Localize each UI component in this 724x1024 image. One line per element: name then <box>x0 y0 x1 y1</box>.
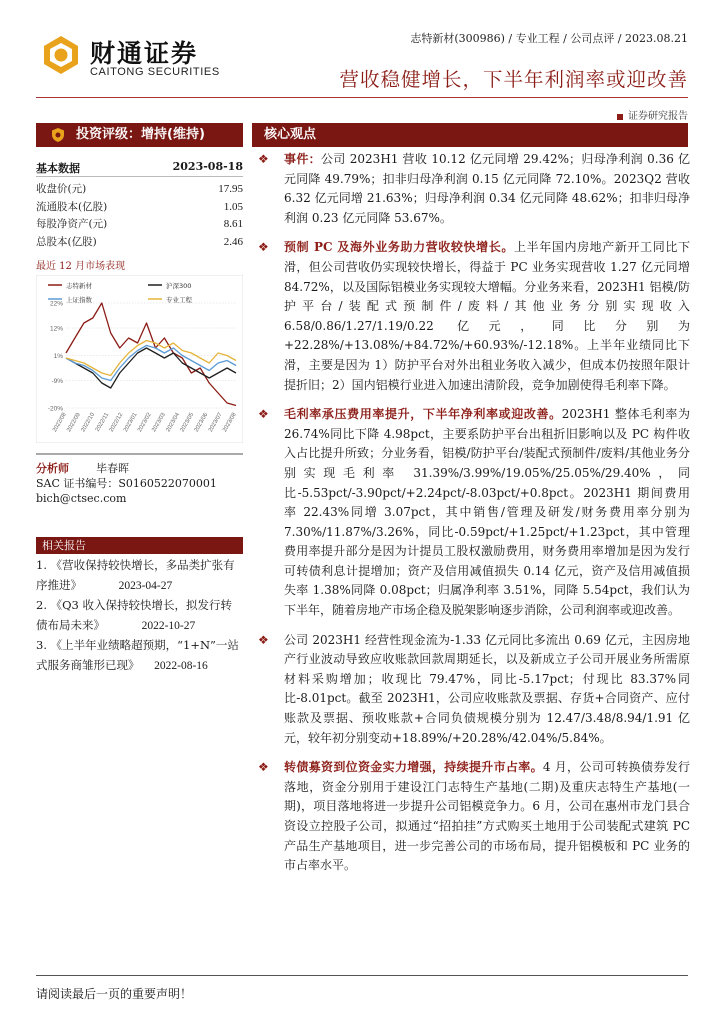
related-report-date: 2022-08-16 <box>154 659 208 672</box>
paragraph-lead: 毛利率承压费用率提升，下半年净利率或迎改善。 <box>284 407 562 422</box>
related-report-item[interactable] <box>36 556 243 596</box>
x-tick-label: 2023/07 <box>207 412 224 434</box>
x-tick-label: 2023/04 <box>165 412 182 434</box>
paragraph-lead: 事件： <box>284 152 321 166</box>
basic-data-date: 2023-08-18 <box>172 160 243 173</box>
data-key: 收盘价(元) <box>36 183 87 195</box>
footer-disclaimer: 请阅读最后一页的重要声明！ <box>36 987 193 1001</box>
x-tick-label: 2023/01 <box>122 412 139 434</box>
diamond-bullet-icon: ❖ <box>258 760 269 775</box>
header-divider <box>36 97 688 98</box>
x-tick-label: 2022/11 <box>94 412 111 433</box>
logo-text-en: CAITONG SECURITIES <box>90 66 220 78</box>
data-value: 2.46 <box>223 235 243 248</box>
analyst-email[interactable]: bich@ctsec.com <box>36 492 127 505</box>
data-key: 每股净资产(元) <box>36 218 108 231</box>
data-row <box>36 199 243 217</box>
related-reports-bar <box>36 537 243 554</box>
paragraph-text: 公司 2023H1 经营性现金流为-1.33 亿元同比多流出 0.69 亿元，主因房地产行业波动导致应收账款回款周期延长，以及新成立子公司开展业务所需原材料采购增加；收现比 79.47%，同比-5.17pct；付现比 83.37%同比-8.01pct。截至 2023H1，公司应收账款及票据、存货+合同资产、应付账款及票据、预收账款+合同负债规模分别为 12.47/3.48/8.94/1.91 亿元，较年初分别变动+18.89%/+20.28%/42.04%/5.84%。 <box>284 632 690 745</box>
y-tick-label: 1% <box>53 353 63 360</box>
x-tick-label: 2023/06 <box>193 412 210 434</box>
analyst-name: 毕春晖 <box>96 462 129 475</box>
x-tick-label: 2023/03 <box>151 412 167 434</box>
paragraph-text: 公司 2023H1 营收 10.12 亿元同增 29.42%；归母净利润 0.36 亿元同降 49.79%；扣非归母净利润 0.15 亿元同降 72.10%。2023Q2 营收 6.32 亿元同增 21.63%；归母净利润 0.34 亿元同降 48.62%；扣非归母净利润 0.23 亿元同降 53.67%。 <box>284 152 690 225</box>
report-type <box>617 107 688 122</box>
data-key: 流通股本(亿股) <box>36 200 108 213</box>
core-view-title: 核心观点 <box>264 127 317 142</box>
paragraph-lead: 转债募资到位资金实力增强，持续提升市占率。 <box>284 760 543 775</box>
related-report-date: 2023-04-27 <box>118 579 173 592</box>
related-report-title: 1. 《营收保持较快增长，多品类扩张有序推进》 <box>36 558 235 592</box>
data-value: 17.95 <box>218 183 243 195</box>
core-view-bar <box>252 123 688 147</box>
paragraph-text: 4 月，公司可转换债券发行落地，资金分别用于建设江门志特生产基地(二期)及重庆志特生产基地(一期)，项目落地将进一步提升公司铝模竞争力。6 月，公司在惠州市龙门县合资设立控股子公司，拟通过“招拍挂”方式购买土地用于公司装配式建筑 PC 产品生产基地项目，进一步完善公司的市场布局，提升铝模板和 PC 业务的市占率水平。 <box>284 760 690 873</box>
data-row <box>36 216 243 234</box>
shield-icon <box>50 127 66 143</box>
chart-x-ticks <box>52 411 238 433</box>
data-row <box>36 234 243 252</box>
data-row <box>36 181 243 199</box>
x-tick-label: 2022/10 <box>80 412 97 434</box>
diamond-bullet-icon: ❖ <box>258 240 269 255</box>
analyst-sac: SAC 证书编号：S0160522070001 <box>36 477 217 490</box>
footer-divider <box>36 975 688 976</box>
y-tick-label: 12% <box>49 325 63 333</box>
logo-emblem-icon <box>40 34 82 76</box>
x-tick-label: 2023/02 <box>137 412 153 434</box>
report-type-label: 证券研究报告 <box>628 111 688 122</box>
paragraph-convertible <box>258 758 690 876</box>
legend-label: 专业工程 <box>166 296 192 304</box>
paragraph-text: 上半年国内房地产新开工同比下滑，但公司营收仍实现较快增长，得益于 PC 业务实现营收 1.27 亿元同增 84.72%，以及国际铝模业务实现较大增幅。分业务来看，2023H1 铝模/防护平台/装配式预制件/废料/其他业务分别实现收入 6.58/0.86/1.27/1.19/0.22 亿元，同比分别为+22.28%/+13.08%/+84.72%/+60.93%/-12.18%。上半年业绩同比下滑，主要是因为 1）防护平台对外出租业务收入减少，但成本仍按照年限计提折旧；2）国内铝模行业进入加速出清阶段，竞争加剧使得毛利率下降。 <box>284 240 690 392</box>
data-value: 8.61 <box>223 218 243 231</box>
related-report-title: 2. 《Q3 收入保持较快增长，拟发行转债布局未来》 <box>36 598 233 632</box>
data-value: 1.05 <box>223 200 243 213</box>
x-tick-label: 2022/09 <box>66 412 82 434</box>
paragraph-cashflow <box>258 631 690 749</box>
related-report-item[interactable] <box>36 636 243 676</box>
square-bullet-icon <box>617 114 623 120</box>
x-tick-label: 2022/12 <box>108 412 125 434</box>
analyst-info <box>36 453 243 506</box>
related-report-title: 3. 《上半年业绩略超预期，“1+N”一站式服务商雏形已现》 <box>36 638 239 672</box>
logo-text-cn: 财通证券 <box>90 39 199 68</box>
company-logo <box>40 30 230 82</box>
paragraph-margin <box>258 405 690 621</box>
paragraph-text: 2023H1 整体毛利率为 26.74%同比下降 4.98pct，主要系防护平台出租折旧影响以及 PC 构件收入占比提升所致；分业务看，铝模/防护平台/装配式预制件/废料/其他业务分别实现毛利率 31.39%/3.99%/19.05%/25.05%/29.40%，同比-5.53pct/-3.90pct/+2.24pct/-8.03pct/+0.8pct。2023H1 期间费用率 22.43%同增 3.07pct，其中销售/管理及研发/财务费用率分别为 7.30%/11.87%/3.26%，同比-0.59pct/+1.25pct/+1.23pct，其中管理费用率提升部分是因为计提员工股权激励费用，财务费用率增加是因为发行可转债利息计提增加；资产及信用减值损失 0.14 亿元，资产及信用减值损失率 1.38%同降 0.08pct；归属净利率 3.51%，同降 5.54pct，我们认为下半年，随着房地产市场企稳及脱架影响逐步消除，公司利润率或迎改善。 <box>284 407 690 618</box>
legend-label: 沪深300 <box>166 282 192 290</box>
legend-label: 上证指数 <box>66 296 92 304</box>
y-tick-label: -20% <box>47 405 63 413</box>
basic-data-panel <box>36 160 243 272</box>
y-tick-label: -9% <box>51 378 63 385</box>
x-tick-label: 2023/08 <box>222 412 238 434</box>
core-view-content <box>258 150 690 886</box>
series-line <box>66 303 236 406</box>
legend-label: 志特新材 <box>66 282 92 290</box>
paragraph-event <box>258 150 690 228</box>
basic-data-header <box>36 160 243 177</box>
chart-grid <box>48 301 236 413</box>
data-key: 总股本(亿股) <box>36 235 97 248</box>
basic-data-title: 基本数据 <box>36 162 80 175</box>
market-performance-chart <box>36 275 243 443</box>
x-tick-label: 2023/05 <box>179 412 196 434</box>
chart-lines <box>66 303 236 406</box>
rating-bar <box>36 123 243 147</box>
chart-title: 最近 12 月市场表现 <box>36 261 126 273</box>
related-reports-title: 相关报告 <box>42 539 86 552</box>
diamond-bullet-icon: ❖ <box>258 632 269 647</box>
related-report-date: 2022-10-27 <box>141 619 196 632</box>
report-headline: 营收稳健增长，下半年利润率或迎改善 <box>339 68 688 91</box>
report-meta: 志特新材(300986) / 专业工程 / 公司点评 / 2023.08.21 <box>410 32 688 45</box>
diamond-bullet-icon: ❖ <box>258 407 269 422</box>
y-tick-label: 22% <box>49 300 63 308</box>
x-tick-label: 2022/08 <box>52 412 68 434</box>
related-reports-list <box>36 556 243 676</box>
rating-label: 投资评级：增持(维持) <box>76 127 205 142</box>
paragraph-lead: 预制 PC 及海外业务助力营收较快增长。 <box>284 240 514 255</box>
related-report-item[interactable] <box>36 596 243 636</box>
paragraph-revenue <box>258 238 690 395</box>
diamond-bullet-icon: ❖ <box>258 152 269 166</box>
chart-legend <box>48 281 193 304</box>
analyst-role: 分析师 <box>36 462 69 475</box>
